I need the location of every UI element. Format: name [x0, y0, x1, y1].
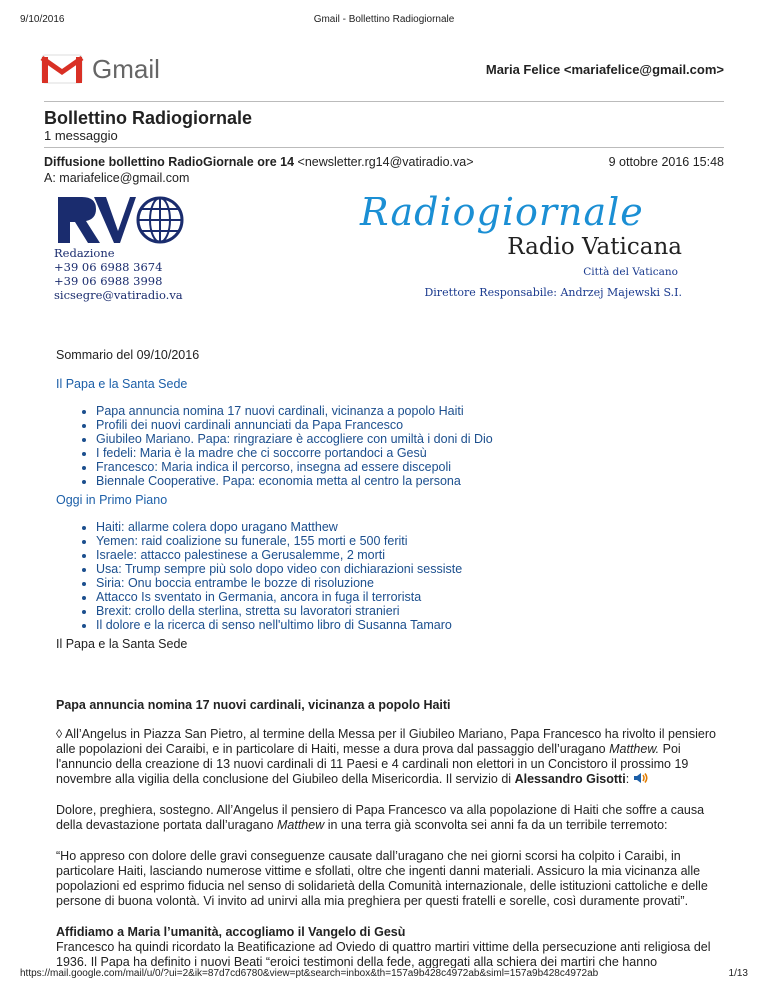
section1-list [56, 404, 493, 488]
article-quote: “Ho appreso con dolore delle gravi conseguenze causate dall’uragano che nei giorni scorsi ha colpito i Caraibi, in particolare Haiti, lasciando numerose vittime e sfollati, oltre che ingenti danni materiali. Assicuro la mia vicinanza alle popolazioni ed esprimo fiducia nel senso di solidarietà della Comunità internazionale, delle istituzioni cattoliche e delle persone di buona volontà. Vi invito ad unirvi alla mia preghiera per questi fratelli e sorelle, così duramente provati”. [56, 849, 708, 908]
gmail-envelope-icon [40, 52, 84, 86]
list-item-link[interactable]: • Usa: Trump sempre più solo dopo video con dichiarazioni sessiste [96, 562, 462, 576]
article-subheading: Affidiamo a Maria l’umanità, accogliamo il Vangelo di Gesù [56, 925, 406, 939]
message-date: 9 ottobre 2016 15:48 [608, 155, 724, 169]
summary-title: Sommario del 09/10/2016 [56, 348, 200, 362]
article-paragraph: Dolore, preghiera, sostegno. All’Angelus il pensiero di Papa Francesco va alla popolazione di Haiti che soffre a causa della devastazione portata dall’uragano Matthew in una terra già sconvolta sei anni fa da un terribile terremoto: [56, 803, 705, 832]
list-item-link[interactable]: • Siria: Onu boccia entrambe le bozze di risoluzione [96, 576, 462, 590]
banner-station: Radio Vaticana [507, 234, 682, 260]
sender [44, 155, 474, 169]
banner-city: Città del Vaticano [583, 266, 678, 278]
list-item-link[interactable]: • Papa annuncia nomina 17 nuovi cardinali, vicinanza a popolo Haiti [96, 404, 493, 418]
section2-list [56, 520, 462, 632]
list-item-link[interactable]: • Giubileo Mariano. Papa: ringraziare è accogliere con umiltà i doni di Dio [96, 432, 493, 446]
contact-line: +39 06 6988 3998 [54, 274, 163, 288]
contact-line: sicsegre@vatiradio.va [54, 288, 183, 302]
article-paragraph: Francesco ha quindi ricordato la Beatificazione ad Oviedo di quattro martiri vittime della persecuzione anti religiosa del 1936. Il Papa ha definito i nuovi Beati “eroici testimoni della fede, aggregati alla schiera dei martiri che hanno [56, 940, 711, 968]
list-item-link[interactable]: • Francesco: Maria indica il percorso, insegna ad essere discepoli [96, 460, 493, 474]
banner-contacts [54, 246, 183, 302]
list-item-link[interactable]: • I fedeli: Maria è la madre che ci soccorre portandoci a Gesù [96, 446, 493, 460]
list-item-link[interactable]: • Il dolore e la ricerca di senso nell'ultimo libro di Susanna Tamaro [96, 618, 462, 632]
list-item-link[interactable]: • Israele: attacco palestinese a Gerusalemme, 2 morti [96, 548, 462, 562]
list-item-link[interactable]: • Haiti: allarme colera dopo uragano Matthew [96, 520, 462, 534]
list-item-link[interactable]: • Yemen: raid coalizione su funerale, 155 morti e 500 feriti [96, 534, 462, 548]
print-title: Gmail - Bollettino Radiogiornale [313, 14, 455, 25]
section-heading: Il Papa e la Santa Sede [56, 637, 188, 651]
account-label: Maria Felice <mariafelice@gmail.com> [485, 62, 724, 77]
recipient: A: mariafelice@gmail.com [44, 171, 190, 185]
article-author: Alessandro Gisotti [514, 772, 626, 786]
divider [44, 101, 724, 102]
page-number: 1/13 [728, 968, 748, 979]
list-item-link[interactable]: • Attacco Is sventato in Germania, ancora in fuga il terrorista [96, 590, 462, 604]
gmail-logo[interactable] [40, 52, 170, 88]
contact-line: Redazione [54, 246, 115, 260]
audio-speaker-icon[interactable] [633, 772, 649, 784]
rv-globe-logo [54, 193, 224, 253]
sender-email: <newsletter.rg14@vatiradio.va> [297, 155, 474, 169]
list-item-link[interactable]: • Brexit: crollo della sterlina, stretta su lavoratori stranieri [96, 604, 462, 618]
section-link-papa[interactable]: Il Papa e la Santa Sede [56, 377, 188, 391]
banner-director: Direttore Responsabile: Andrzej Majewski S.I. [424, 286, 682, 299]
divider [44, 147, 724, 148]
gmail-logo-text: Gmail [92, 54, 160, 84]
thread-subject: Bollettino Radiogiornale [44, 108, 253, 128]
print-date: 9/10/2016 [20, 14, 65, 25]
section-link-primo-piano[interactable]: Oggi in Primo Piano [56, 493, 168, 507]
article-title: Papa annuncia nomina 17 nuovi cardinali, vicinanza a popolo Haiti [56, 698, 451, 712]
contact-line: +39 06 6988 3674 [54, 260, 163, 274]
list-item-link[interactable]: • Profili dei nuovi cardinali annunciati da Papa Francesco [96, 418, 493, 432]
sender-name: Diffusione bollettino RadioGiornale ore 14 [44, 155, 295, 169]
article-paragraph: ◊ All’Angelus in Piazza San Pietro, al termine della Messa per il Giubileo Mariano, Papa Francesco ha rivolto il pensiero alle popolazioni dei Caraibi, e in particolare di Haiti, messe a dura prova dal passaggio dell’uragano Matthew. Poi l'annuncio della creazione di 13 nuovi cardinali di 11 Paesi e 4 cardinali non elettori in un Concistoro il prossimo 19 novembre alla vigilia della conclusione del Giubileo della Misericordia. Il servizio di Alessandro Gisotti: [56, 727, 716, 786]
radiogiornale-banner [356, 190, 706, 310]
message-count: 1 messaggio [44, 128, 118, 143]
print-url: https://mail.google.com/mail/u/0/?ui=2&ik=87d7cd6780&view=pt&search=inbox&th=157a9b428c4972ab&siml=157a9b428c4972ab [20, 968, 599, 979]
list-item-link[interactable]: • Biennale Cooperative. Papa: economia metta al centro la persona [96, 474, 493, 488]
banner-script-title: Radiogiornale [360, 190, 644, 234]
